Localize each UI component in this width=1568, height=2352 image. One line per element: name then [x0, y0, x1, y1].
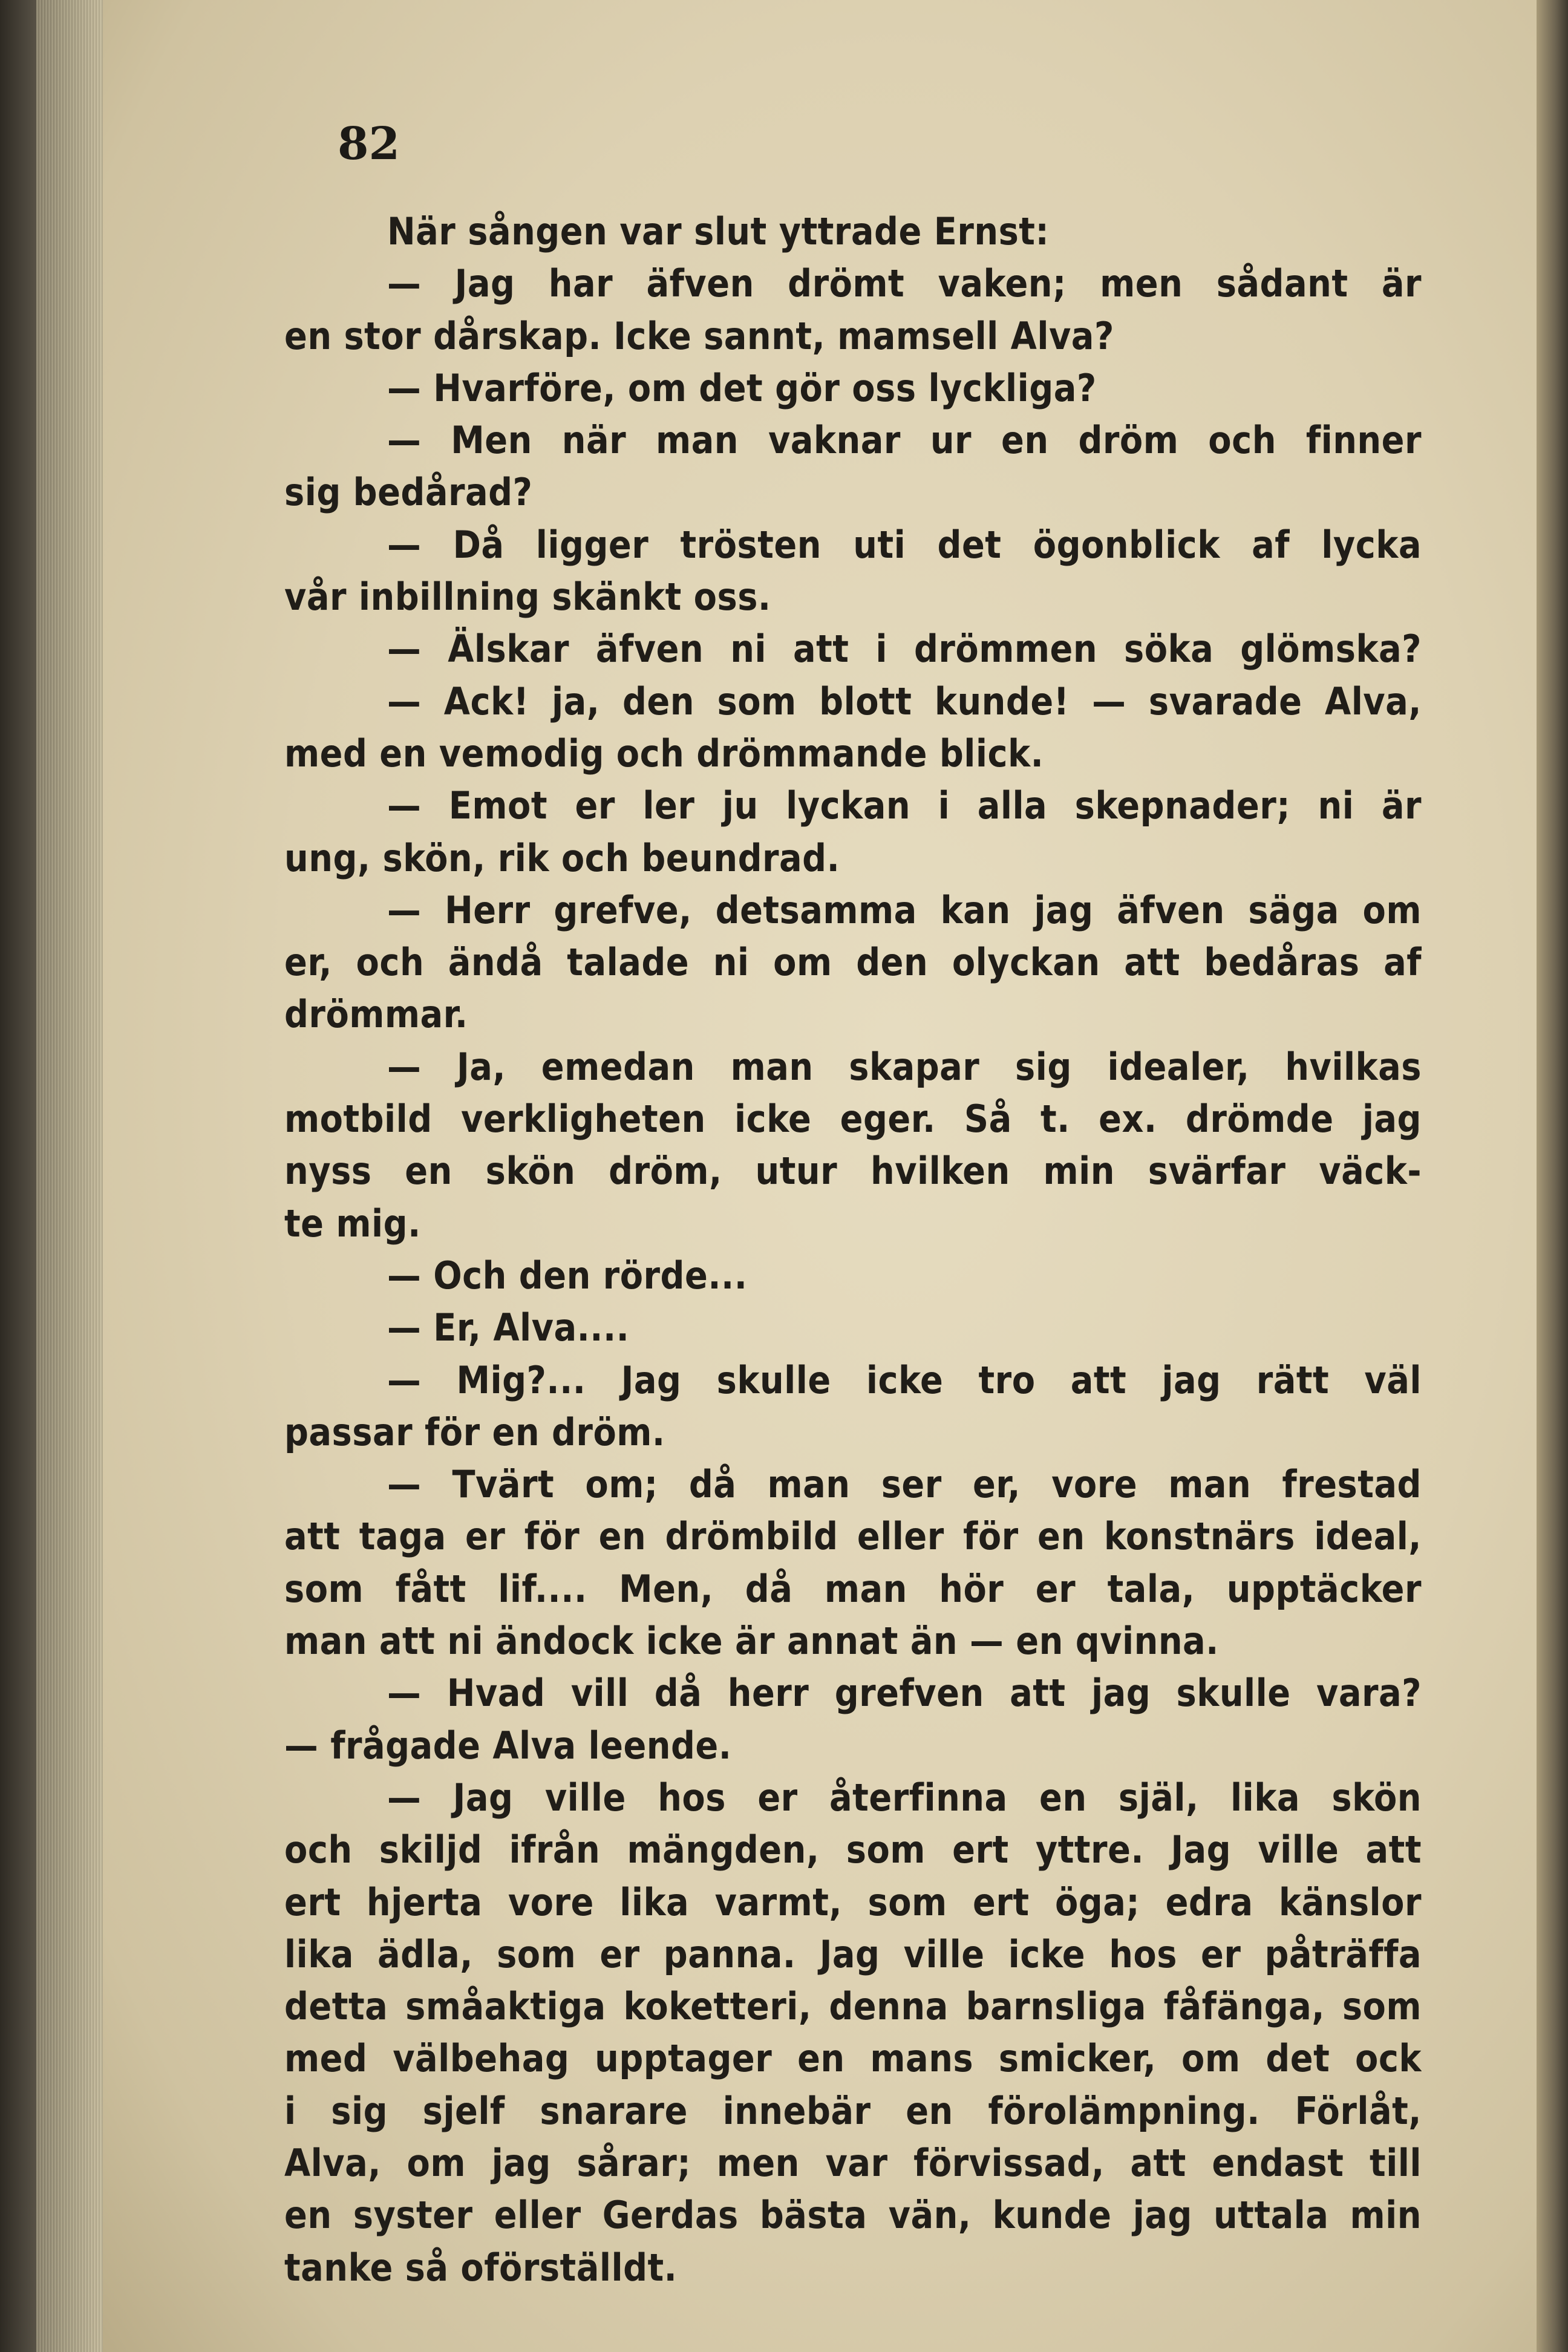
text-line: — Jag har äfven drömt vaken; men sådant är [387, 261, 1422, 306]
text-line: — Då ligger trösten uti det ögonblick af lycka [387, 522, 1422, 567]
text-line: sig bedårad? [284, 470, 533, 515]
text-line: — Men när man vaknar ur en dröm och finner [387, 418, 1422, 463]
text-line: — frågade Alva leende. [284, 1723, 732, 1768]
body-text [284, 206, 1422, 2294]
text-line: — Ja, emedan man skapar sig idealer, hvilkas [387, 1044, 1422, 1089]
text-line: att taga er för en drömbild eller för en konstnärs ideal, [284, 1514, 1422, 1559]
text-line: — Tvärt om; då man ser er, vore man frestad [387, 1462, 1422, 1507]
text-line: som fått lif.... Men, då man hör er tala, upptäcker [284, 1566, 1422, 1611]
text-line: motbild verkligheten icke eger. Så t. ex. drömde jag [284, 1097, 1422, 1142]
text-line: man att ni ändock icke är annat än — en qvinna. [284, 1619, 1219, 1664]
right-page-edge [1537, 0, 1568, 2352]
text-line: detta småaktiga koketteri, denna barnsliga fåfänga, som [284, 1984, 1422, 2029]
text-line: med en vemodig och drömmande blick. [284, 731, 1044, 776]
text-line: — Och den rörde... [387, 1253, 748, 1298]
text-line: — Herr grefve, detsamma kan jag äfven säga om [387, 887, 1422, 932]
text-line: en syster eller Gerdas bästa vän, kunde jag uttala min [284, 2193, 1422, 2238]
text-line: er, och ändå talade ni om den olyckan att bedåras af [284, 940, 1422, 985]
text-line: nyss en skön dröm, utur hvilken min svärfar väck- [284, 1149, 1422, 1194]
text-line: vår inbillning skänkt oss. [284, 575, 771, 619]
text-line: — Emot er ler ju lyckan i alla skepnader; ni är [387, 783, 1422, 828]
text-line: När sången var slut yttrade Ernst: [387, 209, 1050, 253]
text-line: ung, skön, rik och beundrad. [284, 835, 840, 880]
text-line: med välbehag upptager en mans smicker, om det ock [284, 2036, 1422, 2081]
text-line: drömmar. [284, 992, 468, 1037]
text-line: en stor dårskap. Icke sannt, mamsell Alva? [284, 313, 1114, 358]
text-line: — Älskar äfven ni att i drömmen söka glömska? [387, 627, 1422, 671]
text-line: tanke så oförställdt. [284, 2245, 678, 2290]
text-line: — Er, Alva.... [387, 1305, 630, 1350]
text-line: — Mig?... Jag skulle icke tro att jag rätt väl [387, 1357, 1422, 1402]
text-line: lika ädla, som er panna. Jag ville icke hos er påträffa [284, 1932, 1422, 1976]
page-number: 82 [338, 118, 400, 170]
text-line: Alva, om jag sårar; men var förvissad, att endast till [284, 2140, 1422, 2185]
text-line: och skiljd ifrån mängden, som ert yttre. Jag ville att [284, 1828, 1422, 1872]
text-line: — Ack! ja, den som blott kunde! — svarade Alva, [387, 679, 1422, 724]
text-line: passar för en dröm. [284, 1410, 665, 1454]
text-line: — Hvad vill då herr grefven att jag skulle vara? [387, 1671, 1422, 1716]
text-line: i sig sjelf snarare innebär en förolämpning. Förlåt, [284, 2088, 1422, 2133]
text-line: te mig. [284, 1201, 421, 1246]
text-line: ert hjerta vore lika varmt, som ert öga; edra känslor [284, 1880, 1422, 1924]
page-edges [36, 0, 103, 2352]
text-line: — Jag ville hos er återfinna en själ, lika skön [387, 1775, 1422, 1820]
text-line: — Hvarföre, om det gör oss lyckliga? [387, 365, 1097, 410]
